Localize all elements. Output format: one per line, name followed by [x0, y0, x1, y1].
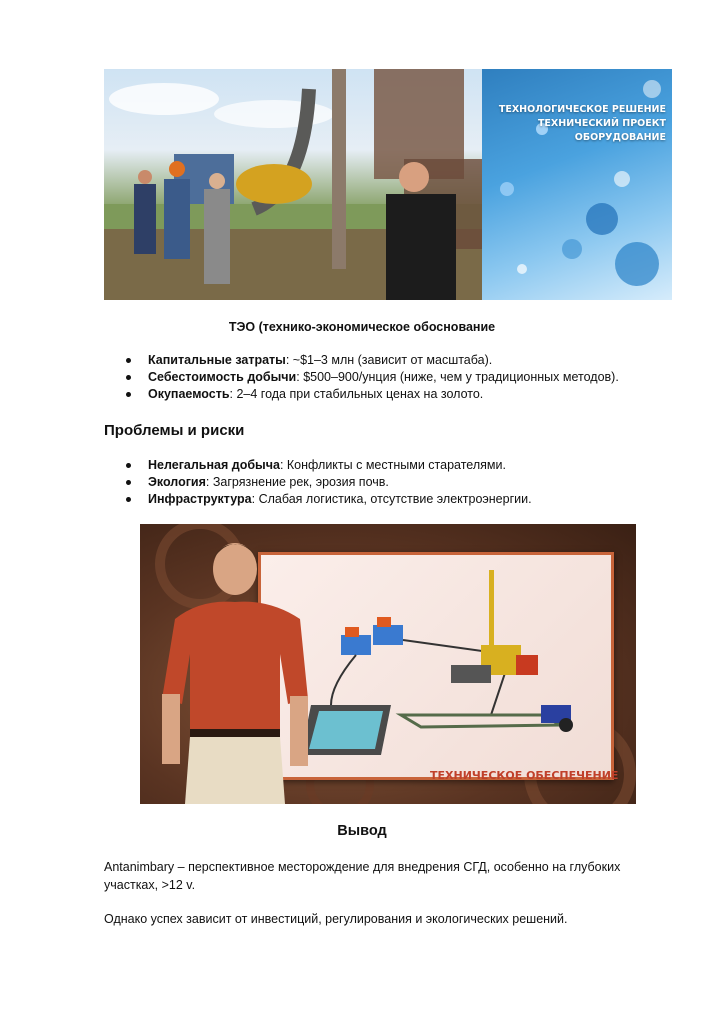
- banner-line-3: ОБОРУДОВАНИЕ: [574, 132, 666, 143]
- conclusion-paragraph-2: Однако успех зависит от инвестиций, регулирования и экологических решений.: [104, 912, 568, 926]
- teo-list: [104, 352, 664, 403]
- list-item: [104, 369, 664, 386]
- list-item: [104, 352, 664, 369]
- item-text: : 2–4 года при стабильных ценах на золото.: [229, 387, 484, 401]
- teo-title: ТЭО (технико-экономическое обоснование: [228, 320, 496, 334]
- slide-caption: ТЕХНИЧЕСКОЕ ОБЕСПЕЧЕНИЕ: [430, 769, 619, 782]
- risks-list: [104, 457, 664, 508]
- item-text: : Загрязнение рек, эрозия почв.: [205, 475, 389, 489]
- presentation-image: [140, 524, 636, 804]
- banner-photo: [104, 69, 672, 300]
- item-label: Себестоимость добычи: [148, 370, 297, 384]
- list-item: [104, 386, 664, 403]
- conclusion-paragraph-1: Antanimbary – перспективное месторождение для внедрения СГД, особенно на глубоких участках, >12 v.: [104, 860, 621, 892]
- item-label: Окупаемость: [148, 387, 230, 401]
- item-label: Экология: [148, 475, 206, 489]
- risks-heading: Проблемы и риски: [104, 422, 245, 439]
- list-item: [104, 491, 664, 508]
- item-label: Инфраструктура: [148, 492, 252, 506]
- list-item: [104, 457, 664, 474]
- list-item: [104, 474, 664, 491]
- banner-blue-panel: [482, 69, 672, 300]
- item-label: Нелегальная добыча: [148, 458, 280, 472]
- item-text: : ~$1–3 млн (зависит от масштаба).: [285, 353, 493, 367]
- banner-line-2: ТЕХНИЧЕСКИЙ ПРОЕКТ: [537, 118, 666, 129]
- presenter-figure: [140, 524, 636, 804]
- conclusion-title: Вывод: [337, 823, 387, 839]
- item-label: Капитальные затраты: [148, 353, 286, 367]
- item-text: : Конфликты с местными старателями.: [279, 458, 506, 472]
- item-text: : $500–900/унция (ниже, чем у традиционных методов).: [296, 370, 619, 384]
- item-text: : Слабая логистика, отсутствие электроэнергии.: [251, 492, 532, 506]
- banner-text: [486, 103, 666, 145]
- banner-line-1: ТЕХНОЛОГИЧЕСКОЕ РЕШЕНИЕ: [498, 104, 666, 115]
